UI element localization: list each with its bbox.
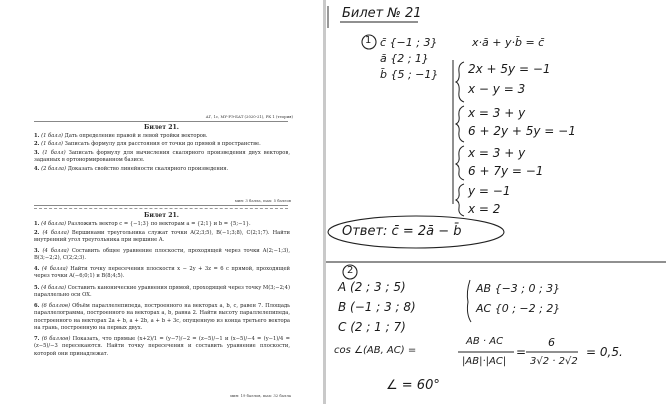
problem-1-number: 1: [365, 35, 372, 46]
answer: Ответ: c̄ = 2ā − b̄: [342, 224, 462, 239]
theory-question-4: 4. (2 балла) Доказать свойство линейности скалярного произведения.: [34, 166, 229, 172]
problem-5: 5. (4 балла) Составить канонические уравнения прямой, проходящей через точку M(3;−2;4) параллельно оси OX.: [34, 285, 291, 299]
problem-1: 1. (4 балла) Разложить вектор c = {−1;3} по векторам a = {2;1} и b = {5;−1}.: [34, 221, 251, 227]
vector-ac: AC {0 ; −2 ; 2}: [476, 302, 561, 315]
theory-question-1: 1. (1 балл) Дать определение правой и левой тройки векторов.: [34, 133, 208, 139]
fraction-denominator: |AB|·|AC|: [462, 356, 507, 367]
fraction-numerator: AB · AC: [466, 336, 504, 347]
ticket-heading: Билет № 21: [342, 6, 422, 21]
printed-tickets-page: [0, 0, 323, 404]
system-line-8: x = 2: [468, 202, 501, 216]
point-a: A (2 ; 3 ; 5): [338, 280, 406, 294]
problem-2: 2. (4 балла) Вершинами треугольника служат точки A(2;3;5), B(−1;3;8), C(2;1;7). Найти внутренний угол треугольника при вершине A.: [34, 230, 290, 244]
handwritten-solution-page: [326, 0, 666, 404]
equals-sign: =: [516, 345, 527, 359]
system-line-1: 2x + 5y = −1: [468, 62, 551, 76]
cos-angle-lhs: cos ∠(AB, AC) =: [334, 345, 417, 356]
problem-2-number: 2: [347, 265, 354, 276]
system-line-7: y = −1: [468, 184, 511, 198]
course-header: АГ, 1с, МУ-РЭ-БАТ (2020-21), РК 1 (теория): [205, 114, 293, 119]
system-line-5: x = 3 + y: [468, 146, 526, 160]
given-a: ā {2 ; 1}: [380, 52, 429, 65]
fraction2-numerator: 6: [548, 336, 555, 349]
vector-ab: AB {−3 ; 0 ; 3}: [476, 282, 561, 295]
theory-score: мин: 3 балла, max: 5 баллов: [234, 198, 291, 203]
header-rule: [34, 121, 288, 122]
given-c: c̄ {−1 ; 3}: [380, 36, 438, 49]
cut-line: [34, 208, 288, 209]
theory-end-rule: [34, 205, 288, 206]
theory-question-3: 3. (1 балл) Записать формулу для вычисления скалярного произведения двух векторов, заданных в ортонормированном базисе.: [34, 150, 290, 164]
problem-3: 3. (4 балла) Составить общее уравнение плоскости, проходящей через точки A(2;−1;3), B(3;−2;2), C(2;2;3).: [34, 248, 290, 262]
theory-question-2: 2. (1 балл) Записать формулу для расстояния от точки до прямой в пространстве.: [34, 141, 261, 147]
problem-7: 7. (6 баллов) Показать, что прямые (x+2)/1 = (y−7)/−2 = (z−5)/−1 и (x−5)/−4 = (y−1)/4 = (z−5)/−3 пересекаются. Найти точку пересечения и составить уравнение плоскости, которой они принадлежат.: [34, 336, 290, 357]
point-b: B (−1 ; 3 ; 8): [338, 300, 416, 314]
linear-combination-equation: x·ā + y·b̄ = c̄: [472, 36, 545, 49]
cos-result: = 0,5.: [586, 345, 623, 359]
point-c: C (2 ; 1 ; 7): [338, 320, 406, 334]
system-line-2: x − y = 3: [468, 82, 526, 96]
given-b: b̄ {5 ; −1}: [380, 68, 439, 81]
angle-result: ∠ = 60°: [386, 378, 440, 393]
ticket-theory-title: Билет 21.: [144, 124, 179, 131]
system-line-4: 6 + 2y + 5y = −1: [468, 124, 576, 138]
system-line-3: x = 3 + y: [468, 106, 526, 120]
problems-score: мин: 19 баллов, max: 32 балла: [230, 393, 291, 398]
problem-6: 6. (6 баллов) Объём параллелепипеда, построенного на векторах a, b, c, равен 7. Площадь параллелограмма, построенного на векторах a, b, равна 2. Найти высоту параллелепипеда, построенного на векторах 2a + b, a + 2b, a + b + 3c, опущенную из конца третьего вектора на грань, построенную на первых двух.: [34, 303, 290, 332]
problem-4: 4. (4 балла) Найти точку пересечения плоскости x − 2y + 3z = 6 с прямой, проходящей через точки A(−6;0;1) и B(8;4;5).: [34, 266, 290, 280]
ticket-problems-title: Билет 21.: [144, 212, 179, 219]
fraction2-denominator: 3√2 · 2√2: [530, 356, 578, 367]
system-line-6: 6 + 7y = −1: [468, 164, 544, 178]
